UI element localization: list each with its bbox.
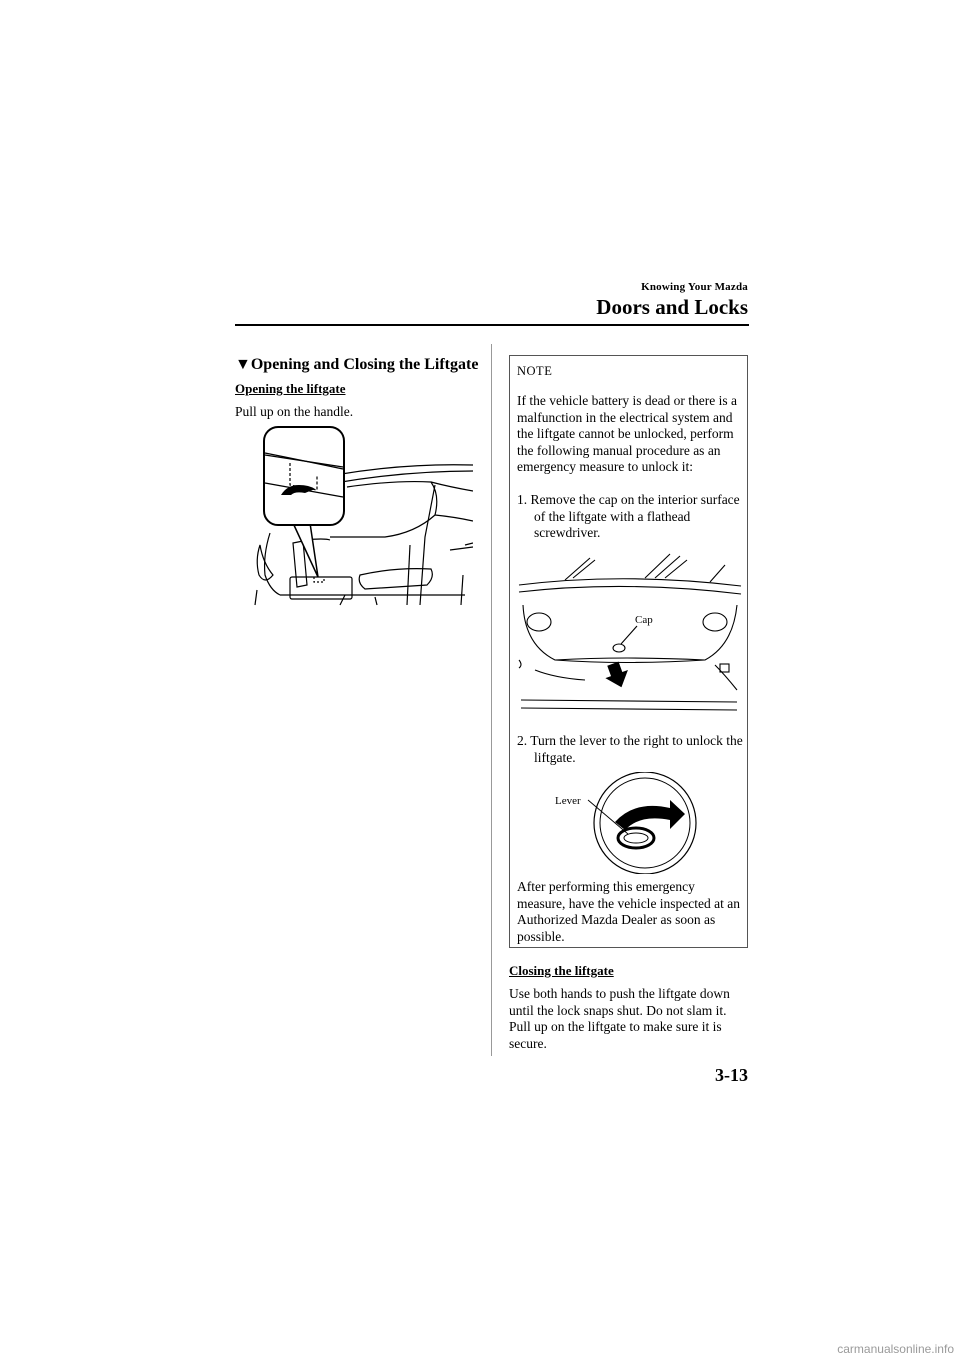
note-closing: After performing this emergency measure, have the vehicle inspected at an Authorized Mazda Dealer as soon as possible. [517,879,741,944]
section-title [235,356,478,374]
triangle-marker-icon: ▼ [235,356,251,373]
cap-illustration [515,550,745,720]
page-number: 3-13 [715,1065,748,1085]
note-step-1: 1. Remove the cap on the interior surface of the liftgate with a flathead screwdriver. [517,492,740,540]
chapter-header: Knowing Your Mazda [641,281,748,293]
opening-text: Pull up on the handle. [235,404,354,419]
lever-label: Lever [555,795,581,807]
opening-heading: Opening the liftgate [235,381,346,396]
note-intro: If the vehicle battery is dead or there is a malfunction in the electrical system and the liftgate cannot be unlocked, perform the following manual procedure as an emergency measure to unlock it: [517,393,738,474]
column-divider [491,344,492,1056]
note-step-2: 2. Turn the lever to the right to unlock the liftgate. [517,733,743,765]
cap-label: Cap [635,614,653,626]
liftgate-handle-illustration [235,425,473,607]
header-divider [235,324,749,326]
section-title-text: Opening and Closing the Liftgate [250,356,479,373]
lever-illustration [540,772,710,874]
watermark-text: carmanualsonline.info [837,1342,954,1356]
closing-text: Use both hands to push the liftgate down until the lock snaps shut. Do not slam it. Pull up on the liftgate to make sure it is secure. [509,986,730,1051]
section-header: Doors and Locks [596,295,748,319]
closing-heading: Closing the liftgate [509,963,614,978]
note-title: NOTE [517,364,553,378]
